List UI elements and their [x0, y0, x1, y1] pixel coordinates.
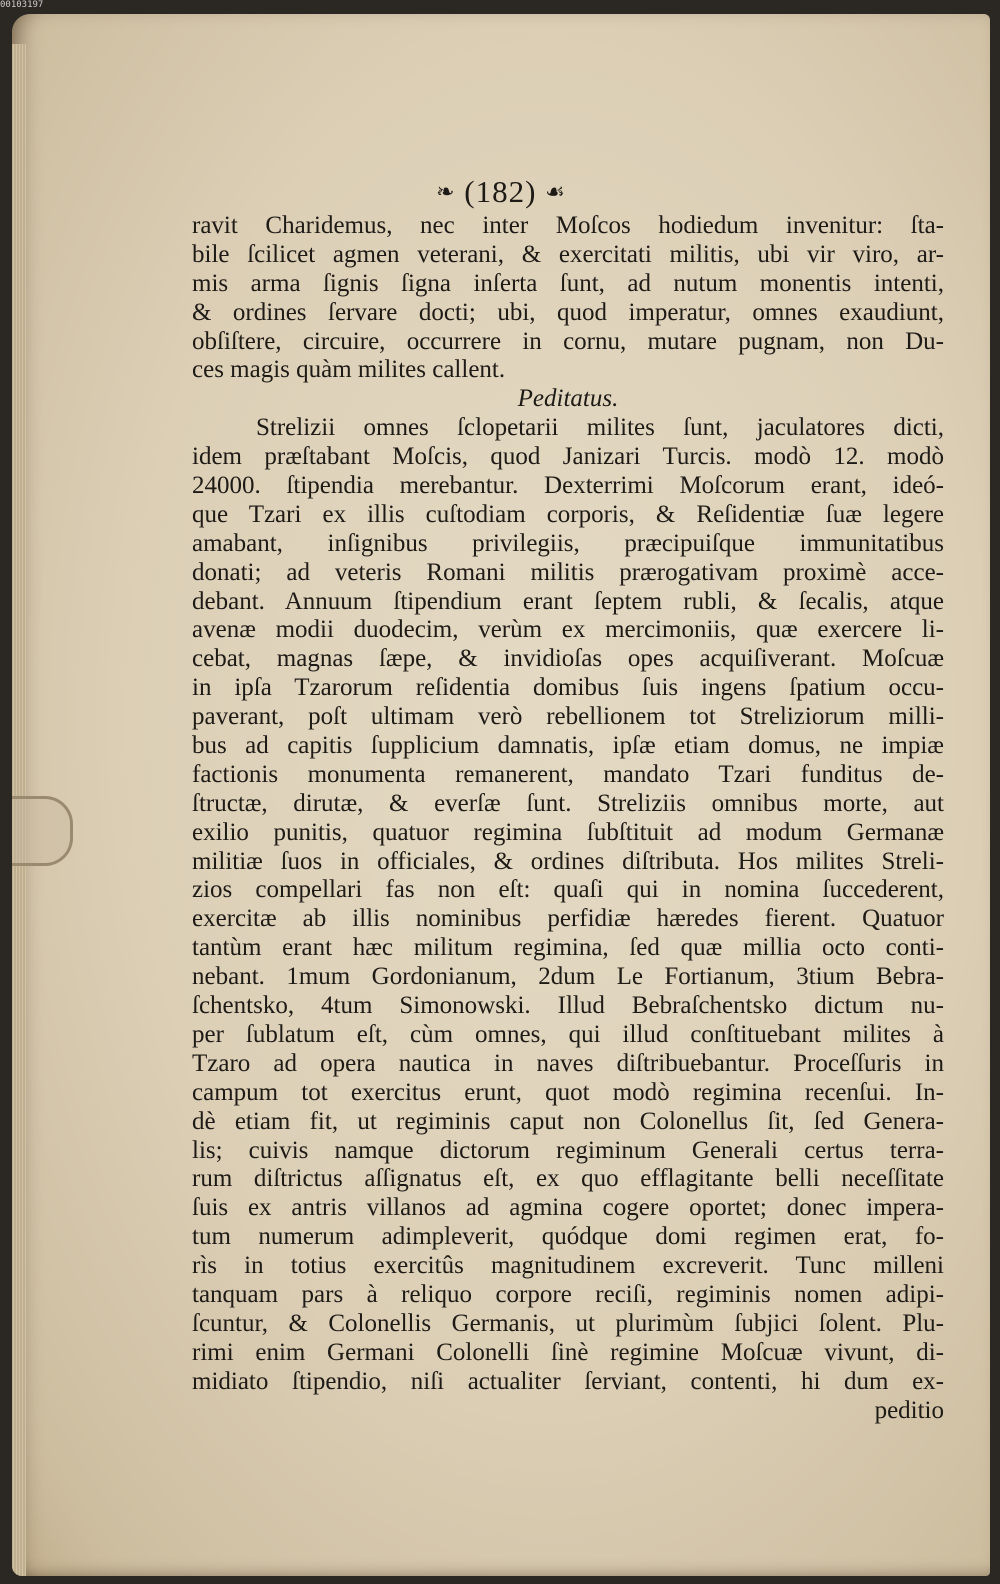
book-clip [12, 796, 73, 866]
text-line: tantùm erant hæc militum regimina, ſed quæ millia octo conti- [192, 934, 944, 962]
text-line: ſchentsko, 4tum Simonowski. Illud Bebraſchentsko dictum nu- [192, 992, 944, 1020]
text-line: Strelizii omnes ſclopetarii milites ſunt, jaculatores dicti, [256, 414, 944, 442]
text-line: obſiſtere, circuire, occurrere in cornu, mutare pugnam, non Du- [192, 327, 944, 355]
text-line: Tzaro ad opera nautica in naves diſtribuebantur. Proceſſuris in [192, 1049, 944, 1077]
text-line: cebat, magnas ſæpe, & invidioſas opes acquiſiverant. Moſcuæ [192, 645, 944, 673]
text-line: paverant, poſt ultimam verò rebellionem tot Streliziorum milli- [192, 703, 944, 731]
text-line: amabant, inſignibus privilegiis, præcipuiſque immunitatibus [192, 529, 944, 557]
page-header [12, 174, 990, 210]
text-line: dè etiam fit, ut regiminis caput non Colonellus ſit, ſed Genera- [192, 1107, 944, 1135]
text-line: rum diſtrictus aſſignatus eſt, ex quo efflagitante belli neceſſitate [192, 1165, 944, 1193]
text-line: zios compellari fas non eſt: quaſi qui in nomina ſuccederent, [192, 876, 944, 904]
text-line: mis arma ſignis ſigna inſerta ſunt, ad nutum monentis intenti, [192, 269, 944, 297]
text-line: nebant. 1mum Gordonianum, 2dum Le Fortianum, 3tium Bebra- [192, 963, 944, 991]
text-line: ſtructæ, dirutæ, & everſæ ſunt. Streliziis omnibus morte, aut [192, 789, 944, 817]
text-line: midiato ſtipendio, niſi actualiter ſerviant, contenti, hi dum ex- [192, 1367, 944, 1395]
text-line: ces magis quàm milites callent. [192, 356, 506, 384]
text-line: ſuis ex antris villanos ad agmina cogere oportet; donec impera- [192, 1194, 944, 1222]
text-line: & ordines ſervare docti; ubi, quod imperatur, omnes exaudiunt, [192, 298, 944, 326]
text-line: que Tzari ex illis cuſtodiam corporis, & Reſidentiæ ſuæ legere [192, 500, 944, 528]
page-body-text [192, 212, 944, 1425]
text-line: avenæ modii duodecim, verùm ex mercimoniis, quæ exercere li- [192, 616, 944, 644]
text-line: bus ad capitis ſupplicium damnatis, ipſæ etiam domus, ne impiæ [192, 732, 944, 760]
text-line: rimi enim Germani Colonelli ſinè regimine Moſcuæ vivunt, di- [192, 1338, 944, 1366]
text-line: idem præſtabant Moſcis, quod Janizari Turcis. modò 12. modò [192, 443, 944, 471]
text-line: tanquam pars à reliquo corpore reciſi, regiminis nomen adipi- [192, 1280, 944, 1308]
text-line: militiæ ſuos in officiales, & ordines diſtributa. Hos milites Streli- [192, 847, 944, 875]
section-heading: Peditatus. [517, 385, 619, 413]
text-line: rìs in totius exercitûs magnitudinem excreverit. Tunc milleni [192, 1252, 944, 1280]
scan-id-label: 00103197 [0, 0, 44, 10]
ornament-left-icon: ❧ [436, 179, 456, 204]
text-line: 24000. ſtipendia merebantur. Dexterrimi Moſcorum erant, ideó- [192, 472, 944, 500]
text-line: lis; cuivis namque dictorum regiminum Generali certus terra- [192, 1136, 944, 1164]
text-line: exercitæ ab illis nominibus perfidiæ hæredes fierent. Quatuor [192, 905, 944, 933]
text-line: ravit Charidemus, nec inter Moſcos hodiedum invenitur: ſta- [192, 212, 944, 239]
ornament-right-icon: ☙ [545, 179, 566, 204]
book-page [12, 14, 990, 1576]
text-line: debant. Annuum ſtipendium erant ſeptem rubli, & ſecalis, atque [192, 587, 944, 615]
text-line: campum tot exercitus erunt, quot modò regimina recenſui. In- [192, 1078, 944, 1106]
text-line: ſcuntur, & Colonellis Germanis, ut plurimùm ſubjici ſolent. Plu- [192, 1309, 944, 1337]
page-number: (182) [464, 174, 537, 209]
catchword: peditio [874, 1396, 944, 1424]
text-line: per ſublatum eſt, cùm omnes, qui illud conſtituebant milites à [192, 1020, 944, 1048]
text-line: factionis monumenta remanerent, mandato Tzari funditus de- [192, 760, 944, 788]
text-line: donati; ad veteris Romani militis prærogativam proximè acce- [192, 558, 944, 586]
text-line: bile ſcilicet agmen veterani, & exercitati militis, ubi vir viro, ar- [192, 240, 944, 268]
text-line: tum numerum adimpleverit, quódque domi regimen erat, fo- [192, 1223, 944, 1251]
text-line: exilio punitis, quatuor regimina ſubſtituit ad modum Germanæ [192, 818, 944, 846]
text-line: in ipſa Tzarorum reſidentia domibus ſuis ingens ſpatium occu- [192, 674, 944, 702]
